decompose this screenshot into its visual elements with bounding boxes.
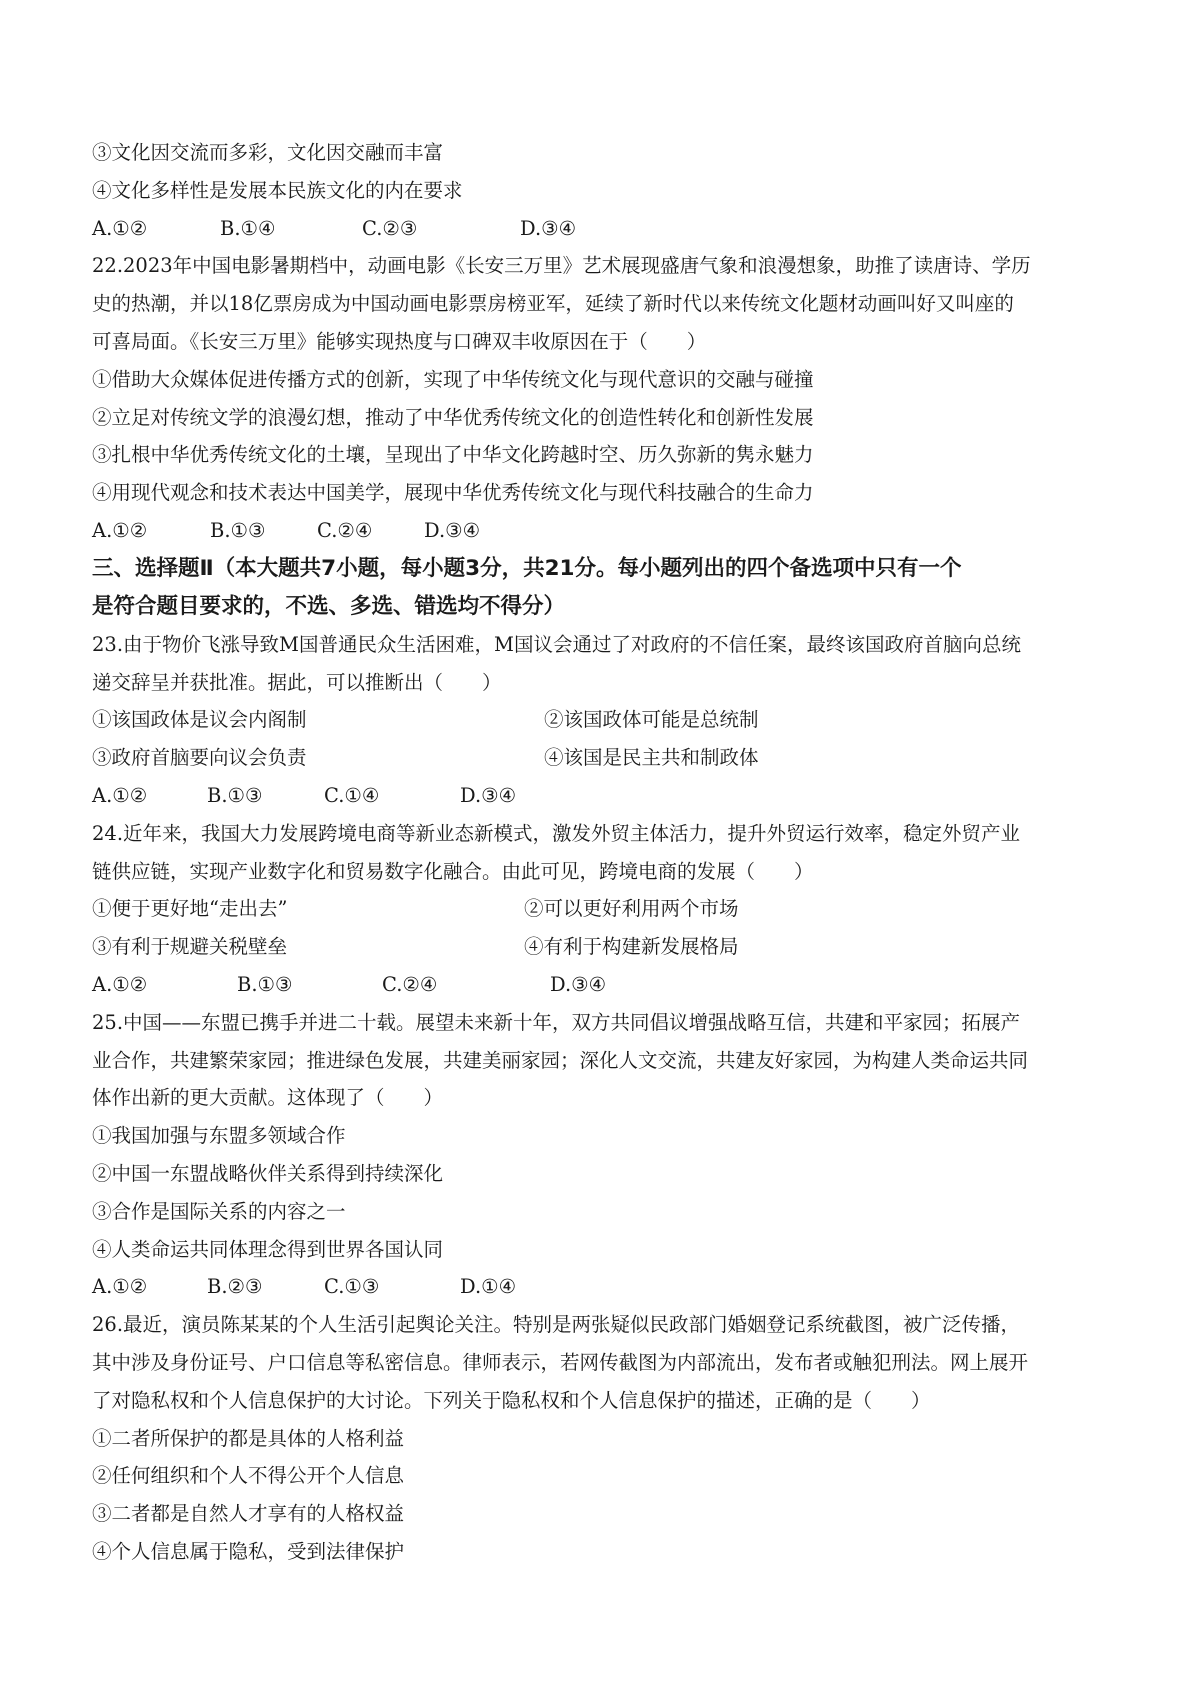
q22-answers	[92, 512, 1122, 550]
q23-options-row-2	[92, 739, 1122, 777]
q24-options-row-2	[92, 928, 1122, 966]
q21-option-3: ③文化因交流而多彩，文化因交融而丰富	[92, 141, 444, 164]
q22-option-1: ①借助大众媒体促进传播方式的创新，实现了中华传统文化与现代意识的交融与碰撞	[92, 367, 814, 391]
q21-answers	[92, 210, 1122, 248]
q24-answer-c: C.②④	[382, 972, 438, 996]
q23-stem-1: 23.由于物价飞涨导致M国普通民众生活困难，M国议会通过了对政府的不信任案，最终该国政府首脑向总统	[92, 632, 1021, 656]
q23-option-2: ②该国政体可能是总统制	[544, 708, 759, 732]
q26-stem-2: 其中涉及身份证号、户口信息等私密信息。律师表示，若网传截图为内部流出，发布者或触犯刑法。网上展开	[92, 1350, 1029, 1374]
q24-answer-a: A.①②	[92, 972, 148, 996]
q24-options-row-1	[92, 890, 1122, 928]
q26-stem-3: 了对隐私权和个人信息保护的大讨论。下列关于隐私权和个人信息保护的描述，正确的是（ ）	[92, 1388, 931, 1412]
exam-page	[92, 134, 1122, 1571]
q26-option-4: ④个人信息属于隐私，受到法律保护	[92, 1539, 405, 1563]
q23-options-row-1	[92, 701, 1122, 739]
q23-option-4: ④该国是民主共和制政体	[544, 746, 759, 770]
section-heading-line-1: 三、选择题Ⅱ（本大题共7小题，每小题3分，共21分。每小题列出的四个备选项中只有一个	[92, 555, 962, 581]
q24-answer-d: D.③④	[550, 972, 607, 996]
q25-stem-1: 25.中国——东盟已携手并进二十载。展望未来新十年，双方共同倡议增强战略互信，共建和平家园；拓展产	[92, 1010, 1021, 1034]
q23-stem-2: 递交辞呈并获批准。据此，可以推断出（ ）	[92, 670, 502, 694]
q25-answer-d: D.①④	[460, 1275, 517, 1299]
q22-stem-2: 史的热潮，并以18亿票房成为中国动画电影票房榜亚军，延续了新时代以来传统文化题材动画叫好又叫座的	[92, 292, 1014, 316]
q25-option-1: ①我国加强与东盟多领域合作	[92, 1124, 346, 1148]
q24-answer-b: B.①③	[237, 972, 293, 996]
q24-option-2: ②可以更好利用两个市场	[524, 897, 739, 921]
q24-answers	[92, 966, 1122, 1004]
q26-option-3: ③二者都是自然人才享有的人格权益	[92, 1502, 405, 1526]
q23-answer-b: B.①③	[207, 783, 263, 807]
q21-answer-b: B.①④	[220, 216, 276, 240]
q26-option-1: ①二者所保护的都是具体的人格利益	[92, 1426, 405, 1450]
q25-stem-2: 业合作，共建繁荣家园；推进绿色发展，共建美丽家园；深化人文交流，共建友好家园，为构建人类命运共同	[92, 1048, 1029, 1072]
q24-option-3: ③有利于规避关税壁垒	[92, 935, 288, 959]
q22-option-3: ③扎根中华优秀传统文化的土壤，呈现出了中华文化跨越时空、历久弥新的隽永魅力	[92, 443, 814, 467]
q21-answer-d: D.③④	[520, 216, 577, 240]
q24-option-4: ④有利于构建新发展格局	[524, 935, 739, 959]
q23-option-3: ③政府首脑要向议会负责	[92, 746, 307, 770]
q26-stem-1: 26.最近，演员陈某某的个人生活引起舆论关注。特别是两张疑似民政部门婚姻登记系统截图，被广泛传播，	[92, 1313, 1021, 1337]
q23-option-1: ①该国政体是议会内阁制	[92, 708, 307, 732]
q25-answer-c: C.①③	[324, 1275, 380, 1299]
section-heading-line-2: 是符合题目要求的，不选、多选、错选均不得分）	[92, 593, 566, 619]
q24-stem-1: 24.近年来，我国大力发展跨境电商等新业态新模式，激发外贸主体活力，提升外贸运行效率，稳定外贸产业	[92, 821, 1021, 845]
q23-answer-c: C.①④	[324, 783, 380, 807]
q22-option-4: ④用现代观念和技术表达中国美学，展现中华优秀传统文化与现代科技融合的生命力	[92, 481, 814, 505]
q21-answer-a: A.①②	[92, 216, 148, 240]
q22-answer-a: A.①②	[92, 518, 148, 542]
q24-option-1: ①便于更好地“走出去”	[92, 897, 288, 921]
q25-option-3: ③合作是国际关系的内容之一	[92, 1199, 346, 1223]
q23-answer-d: D.③④	[460, 783, 517, 807]
q25-answer-a: A.①②	[92, 1275, 148, 1299]
q23-answers	[92, 777, 1122, 815]
q25-answers	[92, 1268, 1122, 1306]
q25-answer-b: B.②③	[207, 1275, 263, 1299]
q22-stem-3: 可喜局面。《长安三万里》能够实现热度与口碑双丰收原因在于（ ）	[92, 329, 707, 353]
q21-option-4: ④文化多样性是发展本民族文化的内在要求	[92, 178, 463, 202]
q24-stem-2: 链供应链，实现产业数字化和贸易数字化融合。由此可见，跨境电商的发展（ ）	[92, 859, 814, 883]
q25-stem-3: 体作出新的更大贡献。这体现了（ ）	[92, 1086, 444, 1110]
q25-option-2: ②中国一东盟战略伙伴关系得到持续深化	[92, 1161, 444, 1185]
q23-answer-a: A.①②	[92, 783, 148, 807]
q21-answer-c: C.②③	[362, 216, 418, 240]
q22-answer-b: B.①③	[210, 518, 266, 542]
q26-option-2: ②任何组织和个人不得公开个人信息	[92, 1464, 405, 1488]
q22-option-2: ②立足对传统文学的浪漫幻想，推动了中华优秀传统文化的创造性转化和创新性发展	[92, 405, 814, 429]
q22-stem-1: 22.2023年中国电影暑期档中，动画电影《长安三万里》艺术展现盛唐气象和浪漫想象，助推了读唐诗、学历	[92, 254, 1031, 278]
q25-option-4: ④人类命运共同体理念得到世界各国认同	[92, 1237, 444, 1261]
q22-answer-d: D.③④	[424, 518, 481, 542]
q22-answer-c: C.②④	[317, 518, 373, 542]
